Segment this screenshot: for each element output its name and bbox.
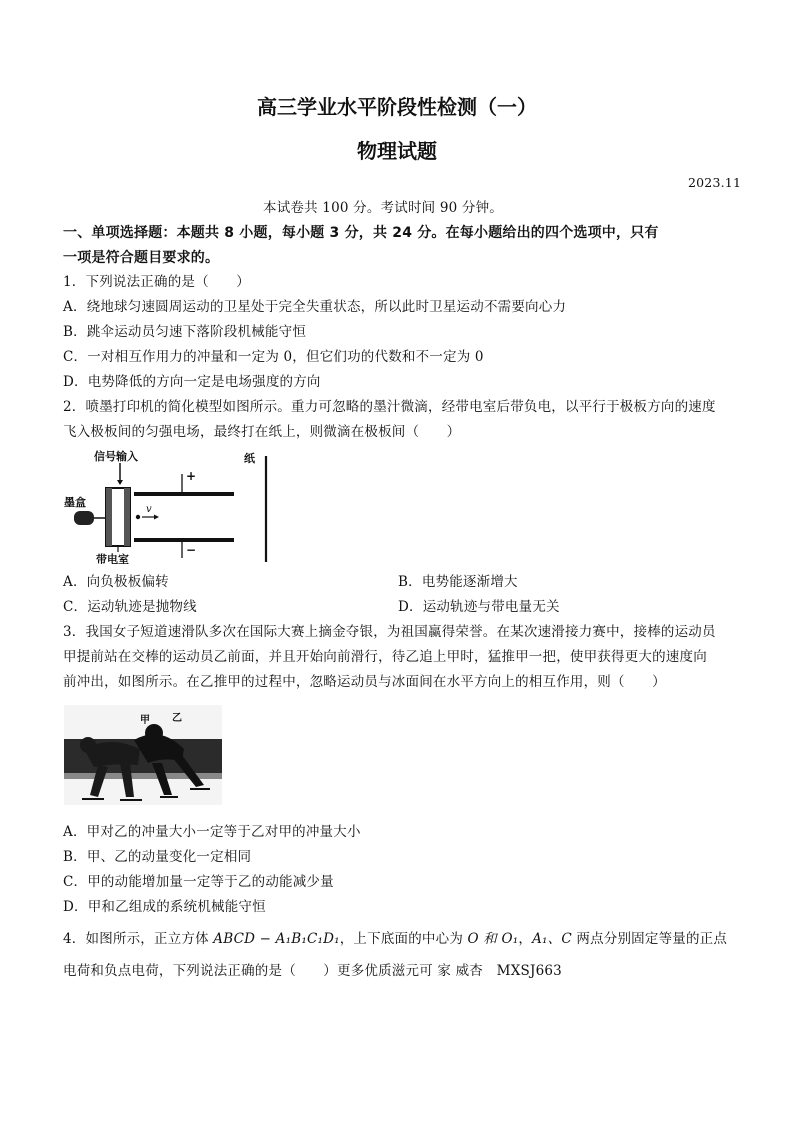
q1-stem: 1．下列说法正确的是（ ） xyxy=(63,274,250,290)
q1-option-d: D．电势降低的方向一定是电场强度的方向 xyxy=(63,374,321,390)
q2-stem-line2: 飞入极板间的匀强电场，最终打在纸上，则微滴在极板间（ ） xyxy=(63,424,461,440)
q3-stem-line2: 甲提前站在交棒的运动员乙前面，并且开始向前滑行，待乙追上甲时，猛推甲一把，使甲获得更大的速度向 xyxy=(63,649,707,665)
q2-stem-line1: 2．喷墨打印机的简化模型如图所示。重力可忽略的墨汁微滴，经带电室后带负电，以平行于极板方向的速度 xyxy=(63,399,716,415)
q2-option-d: D．运动轨迹与带电量无关 xyxy=(398,599,560,615)
q1-option-a: A．绕地球匀速圆周运动的卫星处于完全失重状态，所以此时卫星运动不需要向心力 xyxy=(63,299,567,315)
section-heading-line2: 一项是符合题目要求的。 xyxy=(63,250,220,266)
label-jia: 甲 xyxy=(140,715,150,726)
exam-title: 高三学业水平阶段性检测（一） xyxy=(257,95,537,119)
negative-plate xyxy=(134,538,234,542)
q3-option-d: D．甲和乙组成的系统机械能守恒 xyxy=(63,899,266,915)
plus-sign: + xyxy=(186,469,197,483)
q1-option-c: C．一对相互作用力的冲量和一定为 0，但它们功的代数和不一定为 0 xyxy=(63,349,484,365)
q3-option-b: B．甲、乙的动量变化一定相同 xyxy=(63,849,252,865)
q3-stem-line3: 前冲出，如图所示。在乙推甲的过程中，忽略运动员与冰面间在水平方向上的相互作用，则（ ） xyxy=(63,674,666,690)
q4-stem-part-a: 4．如图所示，正立方体 xyxy=(63,931,214,947)
inkjet-printer-figure xyxy=(62,446,277,564)
q4-stem-part-b: ，上下底面的中心为 xyxy=(339,931,468,947)
exam-subtitle: 物理试题 xyxy=(357,139,437,163)
q1-option-b: B．跳伞运动员匀速下落阶段机械能守恒 xyxy=(63,324,307,340)
exam-date: 2023.11 xyxy=(688,175,742,190)
q2-option-c: C．运动轨迹是抛物线 xyxy=(63,599,197,615)
ink-box-label: 墨盒 xyxy=(64,496,86,509)
minus-sign: − xyxy=(186,543,197,557)
q4-stem-line2: 电荷和负点电荷，下列说法正确的是（ ）更多优质滋元可 家 威杏 MXSJ663 xyxy=(63,963,562,979)
q4-stem-part-d: 两点分别固定等量的正点 xyxy=(571,931,728,947)
q2-option-b: B．电势能逐渐增大 xyxy=(398,574,518,590)
charging-chamber-label: 带电室 xyxy=(96,553,129,564)
ink-box-shape xyxy=(74,511,94,525)
speed-skating-photo xyxy=(64,705,222,805)
positive-plate xyxy=(134,492,234,496)
q3-option-c: C．甲的动能增加量一定等于乙的动能减少量 xyxy=(63,874,334,890)
section-heading-line1: 一、单项选择题：本题共 8 小题，每小题 3 分，共 24 分。在每小题给出的四个选项中，只有 xyxy=(63,225,659,241)
q4-cube-formula: ABCD − A₁B₁C₁D₁ xyxy=(213,931,340,947)
velocity-label: v xyxy=(146,504,152,515)
q3-stem-line1: 3．我国女子短道速滑队多次在国际大赛上摘金夺银，为祖国赢得荣誉。在某次速滑接力赛中，接棒的运动员 xyxy=(63,624,716,640)
exam-info: 本试卷共 100 分。考试时间 90 分钟。 xyxy=(263,200,504,216)
q3-option-a: A．甲对乙的冲量大小一定等于乙对甲的冲量大小 xyxy=(63,824,361,840)
droplet xyxy=(136,515,140,519)
paper-label: 纸 xyxy=(244,452,255,465)
q4-stem-line1 xyxy=(63,933,727,947)
q4-charge-points: A₁、C xyxy=(532,931,572,947)
q4-stem-part-c: ， xyxy=(518,931,533,947)
signal-input-label: 信号输入 xyxy=(94,450,138,463)
q4-centers: O 和 O₁ xyxy=(467,931,519,947)
label-yi: 乙 xyxy=(172,713,182,724)
q2-option-a: A．向负极板偏转 xyxy=(63,574,169,590)
